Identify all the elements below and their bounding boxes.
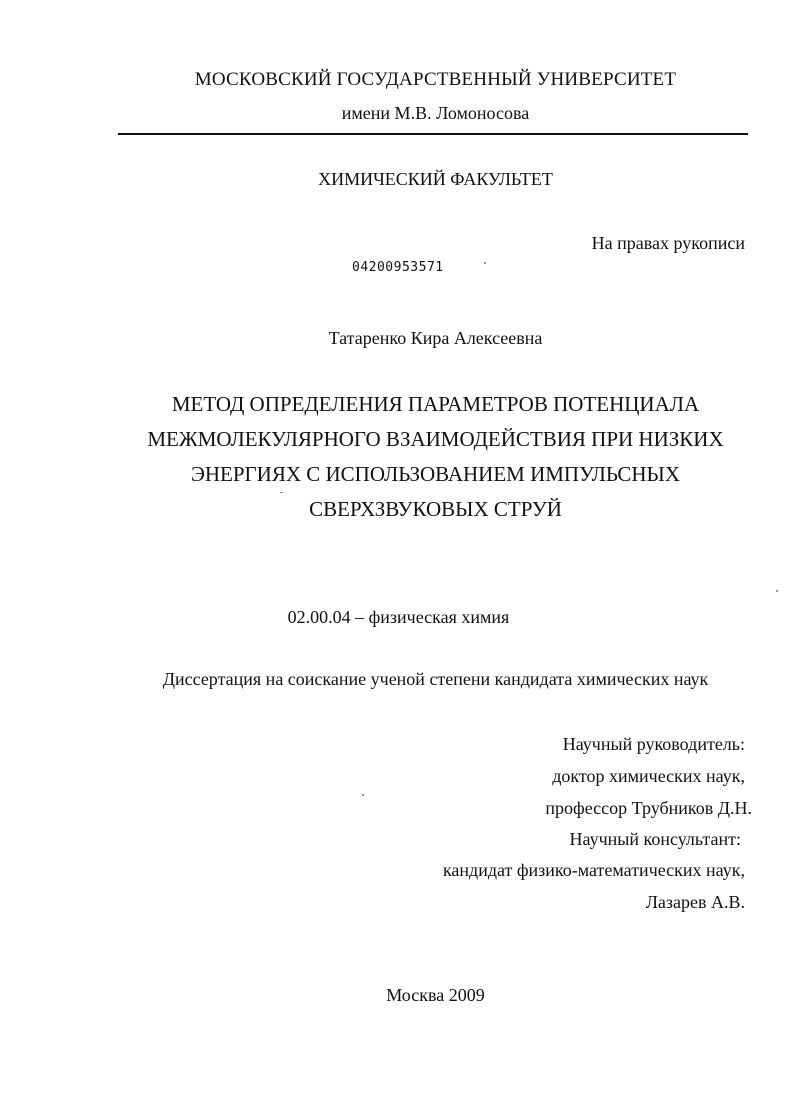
archive-code: 04200953571 bbox=[352, 260, 444, 275]
author-name: Татаренко Кира Алексеевна bbox=[328, 328, 543, 348]
header-divider bbox=[118, 133, 748, 135]
dissertation-type: Диссертация на соискание ученой степени кандидата химических наук bbox=[162, 669, 709, 689]
manuscript-rights-note: На правах рукописи bbox=[591, 233, 745, 253]
scan-speck bbox=[280, 492, 283, 493]
consultant-name: Лазарев А.В. bbox=[645, 892, 745, 912]
scan-speck bbox=[484, 262, 486, 264]
university-name: МОСКОВСКИЙ ГОСУДАРСТВЕННЫЙ УНИВЕРСИТЕТ bbox=[194, 69, 677, 90]
consultant-label: Научный консультант: bbox=[569, 829, 741, 849]
specialty-code: 02.00.04 – физическая химия bbox=[287, 607, 510, 627]
supervisor-degree: доктор химических наук, bbox=[552, 766, 745, 786]
consultant-degree: кандидат физико-математических наук, bbox=[442, 860, 745, 880]
scan-speck bbox=[362, 794, 364, 796]
city-and-year: Москва 2009 bbox=[386, 985, 485, 1005]
faculty-name: ХИМИЧЕСКИЙ ФАКУЛЬТЕТ bbox=[318, 169, 553, 189]
title-line: МЕТОД ОПРЕДЕЛЕНИЯ ПАРАМЕТРОВ ПОТЕНЦИАЛА bbox=[171, 392, 700, 416]
title-line: МЕЖМОЛЕКУЛЯРНОГО ВЗАИМОДЕЙСТВИЯ ПРИ НИЗКИХ bbox=[147, 427, 724, 451]
scan-speck bbox=[776, 590, 778, 592]
title-line: СВЕРХЗВУКОВЫХ СТРУЙ bbox=[309, 497, 562, 521]
supervisor-label: Научный руководитель: bbox=[562, 734, 745, 754]
supervisor-name: профессор Трубников Д.Н. bbox=[545, 798, 752, 818]
university-named-after: имени М.В. Ломоносова bbox=[341, 103, 530, 123]
title-line: ЭНЕРГИЯХ С ИСПОЛЬЗОВАНИЕМ ИМПУЛЬСНЫХ bbox=[190, 462, 681, 486]
